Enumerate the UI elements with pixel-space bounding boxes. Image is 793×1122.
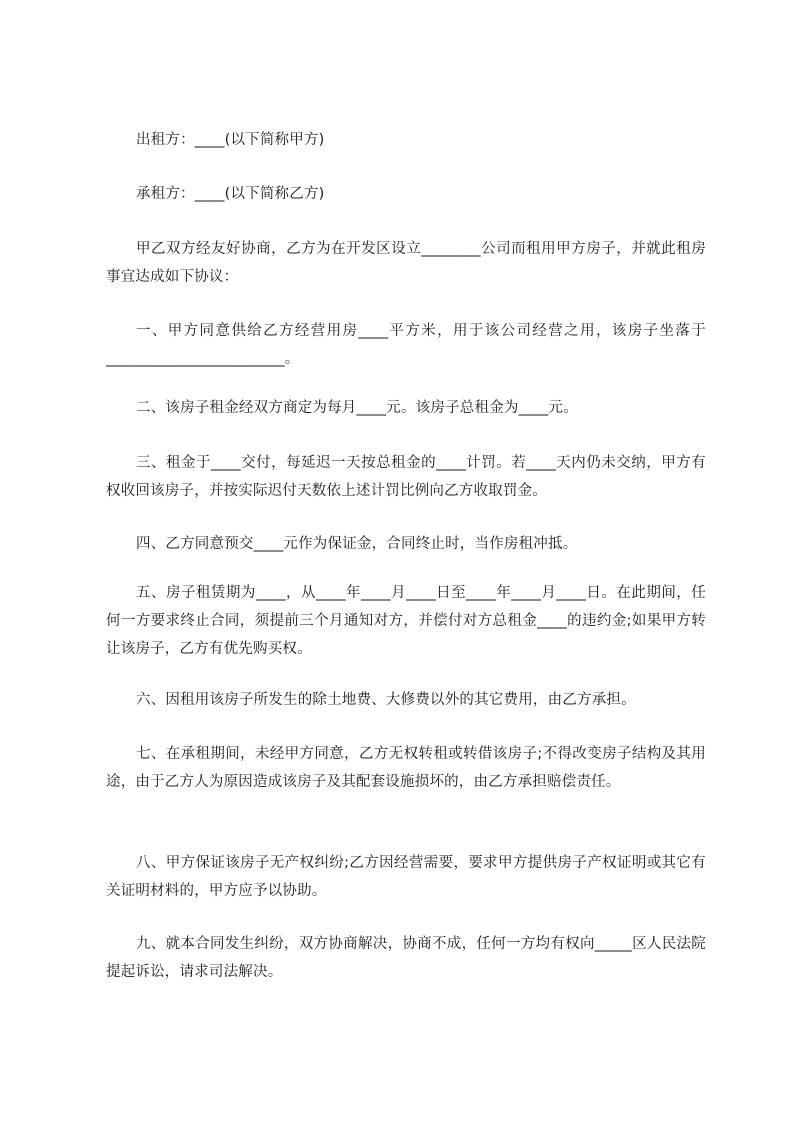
clause-9: 九、就本合同发生纠纷，双方协商解决，协商不成，任何一方均有权向_____区人民法院提起诉讼，请求司法解决。 [106,936,706,980]
clause-7: 七、在承租期间，未经甲方同意，乙方无权转租或转借该房子;不得改变房子结构及其用途，由于乙方人为原因造成该房子及其配套设施损坏的，由乙方承担赔偿责任。 [106,746,706,790]
clause-3: 三、租金于____交付，每延迟一天按总租金的____计罚。若____天内仍未交纳，甲方有权收回该房子，并按实际迟付天数依上述计罚比例向乙方收取罚金。 [106,455,706,499]
lessor-line: 出租方：____(以下简称甲方) [136,132,325,148]
preamble-paragraph: 甲乙双方经友好协商，乙方为在开发区设立________公司而租用甲方房子，并就此租房事宜达成如下协议： [106,241,706,285]
clause-2: 二、该房子租金经双方商定为每月____元。该房子总租金为____元。 [136,400,578,416]
clause-1: 一、甲方同意供给乙方经营用房____平方米，用于该公司经营之用，该房子坐落于________________________。 [106,323,706,367]
lessee-line: 承租方：____(以下简称乙方) [136,186,325,202]
clause-5: 五、房子租赁期为____，从____年____月____日至____年____月____日。在此期间，任何一方要求终止合同，须提前三个月通知对方，并偿付对方总租金____的违约金;如果甲方转让该房子，乙方有优先购买权。 [106,585,706,657]
clause-4: 四、乙方同意预交____元作为保证金，合同终止时，当作房租冲抵。 [136,536,578,552]
clause-8: 八、甲方保证该房子无产权纠纷;乙方因经营需要，要求甲方提供房子产权证明或其它有关证明材料的，甲方应予以协助。 [106,855,706,899]
clause-6: 六、因租用该房子所发生的除土地费、大修费以外的其它费用，由乙方承担。 [136,692,636,708]
